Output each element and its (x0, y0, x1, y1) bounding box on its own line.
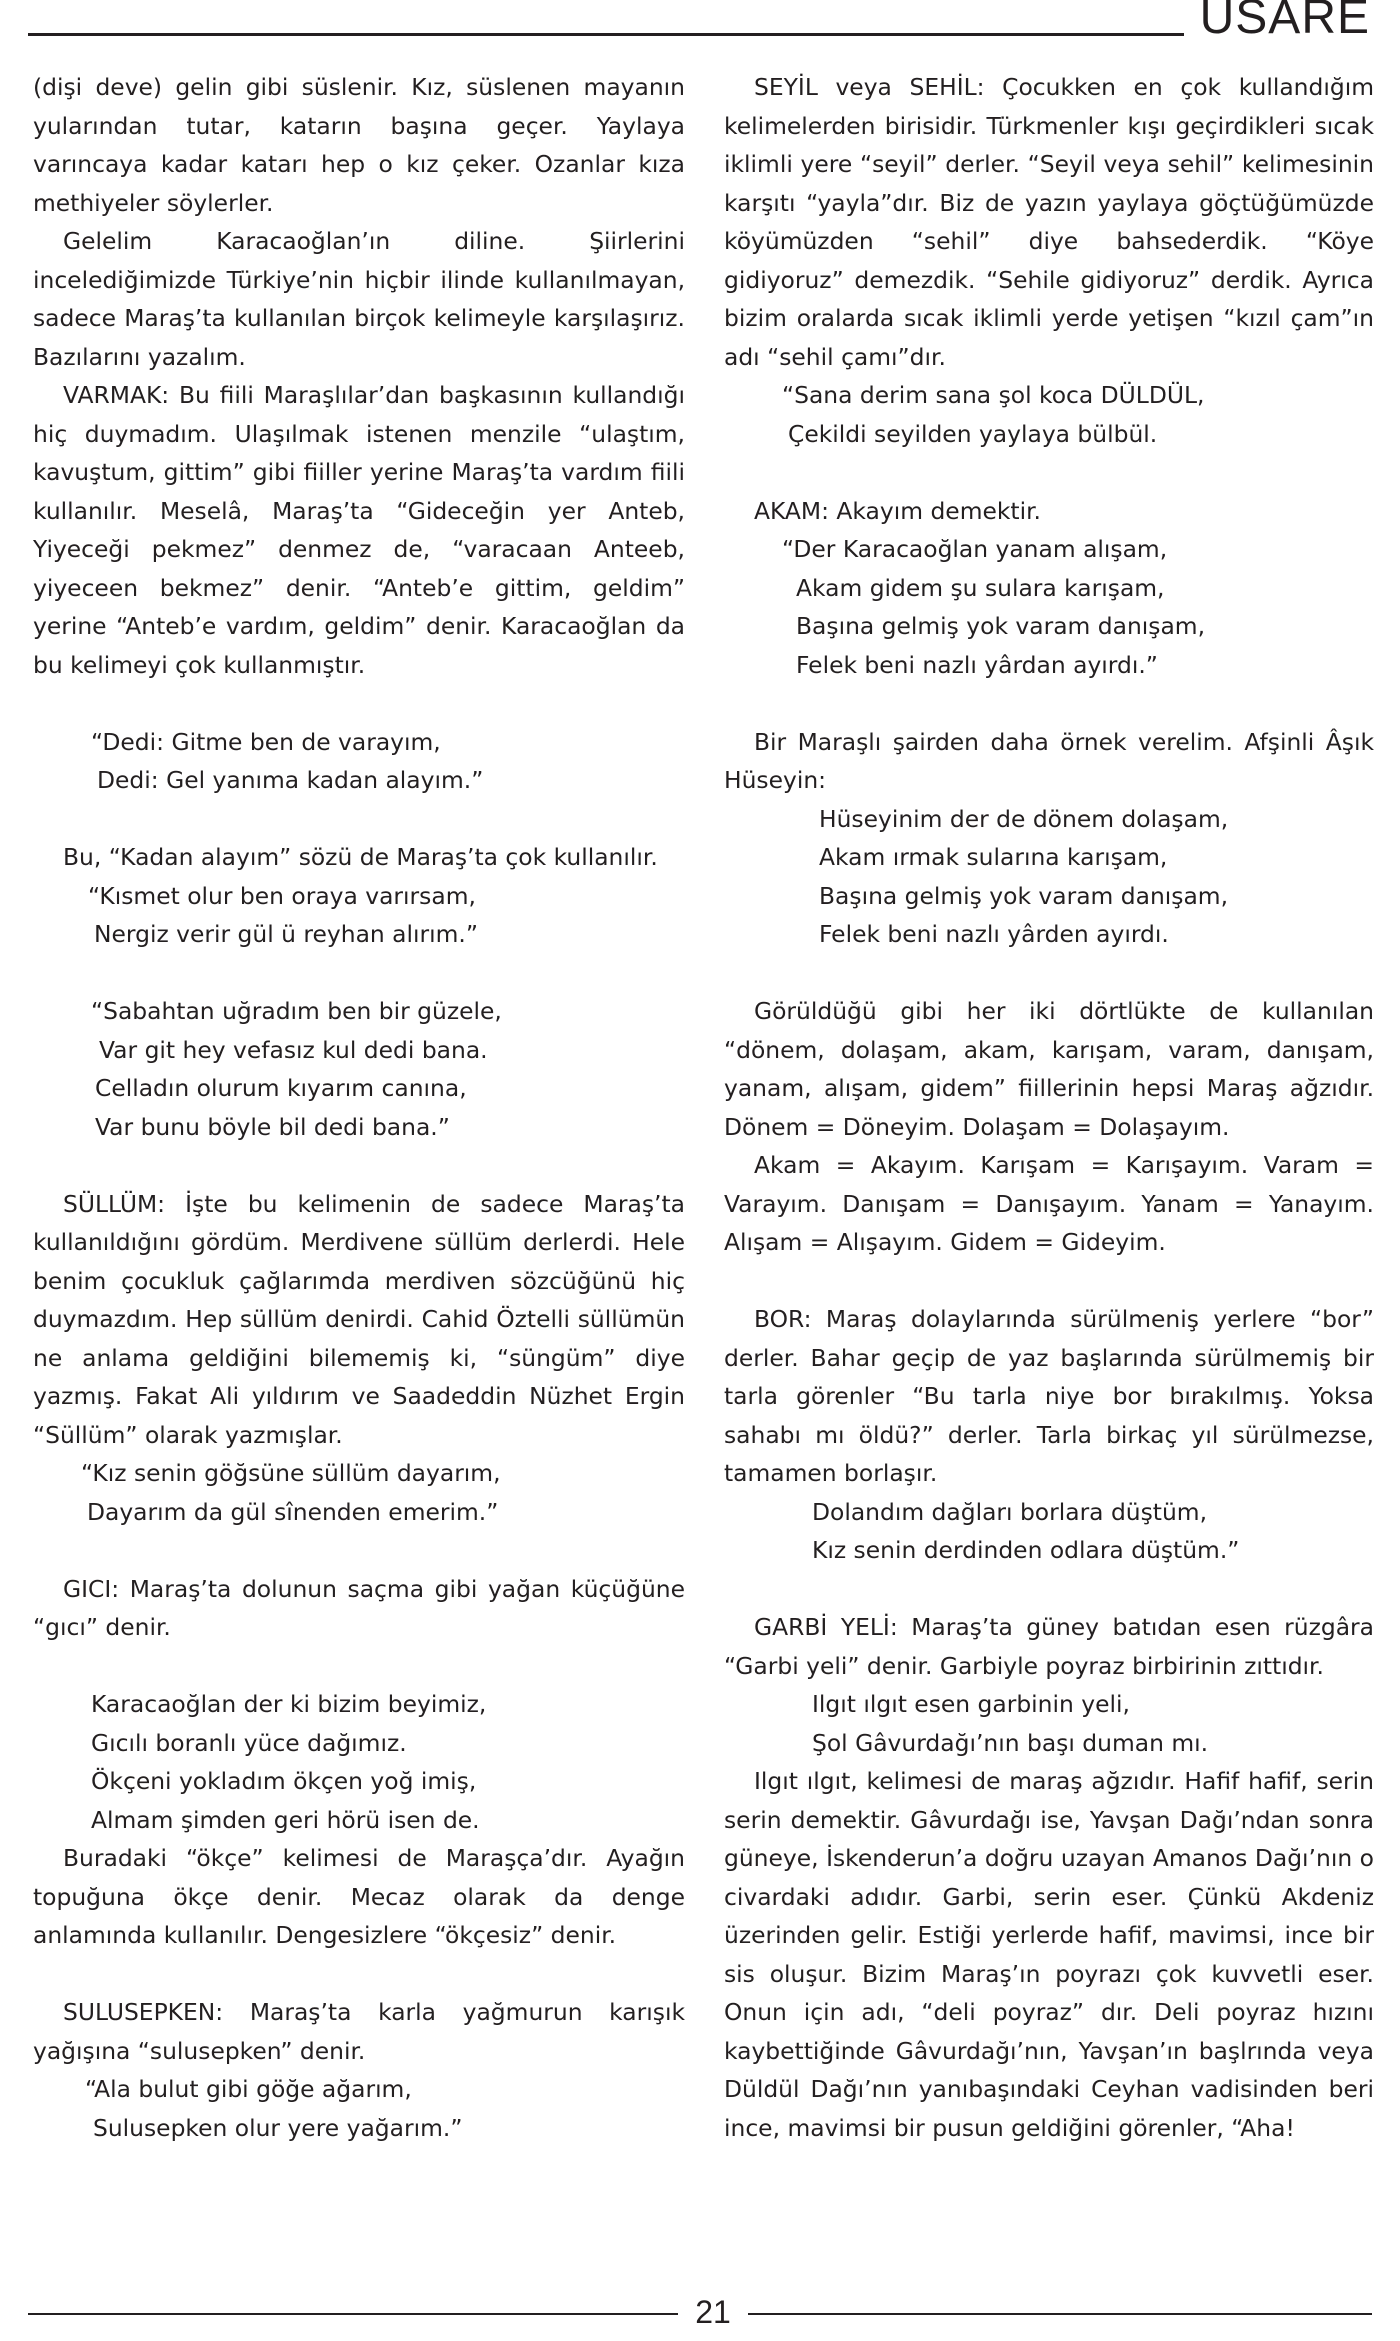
verse (724, 1493, 1374, 1570)
paragraph: Buradaki “ökçe” kelimesi de Maraşça’dır. Ayağın topuğuna ökçe denir. Mecaz olarak da denge anlamında kullanılır. Dengesizlere “ökçesiz” denir. (33, 1844, 685, 1949)
verse-line: Var git hey vefasız kul dedi bana. (99, 1035, 488, 1064)
verse-line: Hüseyinim der de dönem dolaşam, (819, 804, 1229, 833)
header-rule (28, 33, 1184, 36)
paragraph-akam: AKAM: Akayım demektir. (754, 496, 1041, 525)
verse-line: Felek beni nazlı yârden ayırdı. (819, 920, 1169, 948)
verse (33, 992, 685, 1146)
verse-line: Akam gidem şu sulara karışam, (796, 573, 1165, 602)
verse (33, 2070, 685, 2147)
verse-line: Dedi: Gel yanıma kadan alayım.” (97, 766, 484, 794)
verse-line: “Sabahtan uğradım ben bir güzele, (91, 997, 502, 1025)
verse-line: Başına gelmiş yok varam danışam, (819, 881, 1229, 910)
paragraph: Bir Maraşlı şairden daha örnek verelim. Afşinli Âşık Hüseyin: (724, 727, 1374, 794)
paragraph: Gelelim Karacaoğlan’ın diline. Şiirlerini incelediğimizde Türkiye’nin hiçbir ilinde kullanılmayan, sadece Maraş’ta kullanılan birçok kelimeyle karşılaşırız. Bazılarını yazalım. (33, 227, 685, 371)
verse-line: Felek beni nazlı yârdan ayırdı.” (796, 650, 1158, 679)
paragraph-sulusepken: SULUSEPKEN: Maraş’ta karla yağmurun karışık yağışına “sulusepken” denir. (33, 1998, 685, 2065)
verse-line: Kız senin derdinden odlara düştüm.” (812, 1536, 1240, 1564)
verse-line: Çekildi seyilden yaylaya bülbül. (788, 419, 1158, 448)
paragraph-sullum: SÜLLÜM: İşte bu kelimenin de sadece Maraş’ta kullanıldığını gördüm. Merdivene süllüm derlerdi. Hele benim çocukluk çağlarımda merdiven sözcüğünü hiç duymazdım. Hep süllüm denirdi. Cahid Öztelli süllümün ne anlama geldiğini bilememiş ki, “süngüm” diye yazmış. Fakat Ali yıldırım ve Saadeddin Nüzhet Ergin “Süllüm” olarak yazmışlar. (33, 1189, 685, 1449)
verse-line: Akam ırmak sularına karışam, (819, 843, 1168, 871)
verse-line: Dayarım da gül sînenden emerim.” (87, 1497, 499, 1526)
paragraph: (dişi deve) gelin gibi süslenir. Kız, süslenen mayanın yularından tutar, katarın başına geçer. Yaylaya varıncaya kadar katarı hep o kız çeker. Ozanlar kıza methiyeler söylerler. (33, 73, 685, 217)
verse-line: Başına gelmiş yok varam danışam, (796, 612, 1206, 640)
verse-line: Karacaoğlan der ki bizim beyimiz, (91, 1690, 487, 1718)
verse (724, 376, 1374, 453)
verse-line: “Sana derim sana şol koca DÜLDÜL, (782, 381, 1205, 409)
verse-line: “Der Karacaoğlan yanam alışam, (782, 535, 1168, 563)
verse (724, 800, 1374, 954)
verse-line: Şol Gâvurdağı’nın başı duman mı. (812, 1728, 1209, 1757)
page-number: 21 (695, 2294, 731, 2330)
verse-line: “Kısmet olur ben oraya varırsam, (88, 881, 476, 910)
verse-line: “Ala bulut gibi göğe ağarım, (85, 2075, 412, 2103)
paragraph: Akam = Akayım. Karışam = Karışayım. Varam = Varayım. Danışam = Danışayım. Yanam = Yanayım. Alışam = Alışayım. Gidem = Gideyim. (724, 1151, 1374, 1256)
verse-line: Dolandım dağları borlara düştüm, (812, 1497, 1208, 1526)
paragraph-seyil: SEYİL veya SEHİL: Çocukken en çok kullandığım kelimelerden birisidir. Türkmenler kışı geçirdikleri sıcak iklimli yere “seyil” derler. “Seyil veya sehil” kelimesinin karşıtı “yayla”dır. Biz de yazın yaylaya göçtüğümüzde köyümüzden “sehil” diye bahsederdik. “Köye gidiyoruz” demezdik. “Sehile gidiyoruz” derdik. Ayrıca bizim oralarda sıcak iklimli yerde yetişen “kızıl çam”ın adı “sehil çamı”dır. (724, 73, 1374, 371)
verse-line: Gıcılı boranlı yüce dağımız. (91, 1728, 407, 1757)
verse-line: “Kız senin göğsüne süllüm dayarım, (81, 1459, 501, 1487)
paragraph-garbi-yeli: GARBİ YELİ: Maraş’ta güney batıdan esen rüzgâra “Garbi yeli” denir. Garbiyle poyraz birbirinin zıttıdır. (724, 1613, 1374, 1680)
paragraph: Bu, “Kadan alayım” sözü de Maraş’ta çok kullanılır. (63, 843, 658, 871)
verse (724, 1685, 1374, 1762)
paragraph-bor: BOR: Maraş dolaylarında sürülmeniş yerlere “bor” derler. Bahar geçip de yaz başlarında sürülmemiş bir tarla görenler “Bu tarla niye bor bırakılmış. Yoksa sahabı mı öldü?” derler. Tarla birkaç yıl sürülmezse, tamamen borlaşır. (724, 1305, 1374, 1487)
footer-rule-left (28, 2313, 678, 2315)
verse-line: Var bunu böyle bil dedi bana.” (95, 1112, 450, 1141)
verse-line: Nergiz verir gül ü reyhan alırım.” (94, 920, 478, 948)
verse-line: “Dedi: Gitme ben de varayım, (91, 727, 441, 756)
verse-line: Sulusepken olur yere yağarım.” (93, 2113, 463, 2142)
verse (724, 530, 1374, 684)
verse-line: Celladın olurum kıyarım canına, (95, 1074, 467, 1102)
verse (33, 1685, 685, 1839)
verse (33, 877, 685, 954)
verse-line: Ilgıt ılgıt esen garbinin yeli, (812, 1690, 1130, 1718)
paragraph-gici: GICI: Maraş’ta dolunun saçma gibi yağan küçüğüne “gıcı” denir. (33, 1574, 685, 1641)
right-column (724, 68, 1374, 2147)
paragraph: Görüldüğü gibi her iki dörtlükte de kullanılan “dönem, dolaşam, akam, karışam, varam, danışam, yanam, alışam, gidem” fiillerinin hepsi Maraş ağzıdır. Dönem = Döneyim. Dolaşam = Dolaşayım. (724, 997, 1374, 1141)
verse-line: Ökçeni yokladım ökçen yoğ imiş, (91, 1767, 477, 1795)
magazine-title: USARE (1199, 0, 1370, 44)
paragraph: Ilgıt ılgıt, kelimesi de maraş ağzıdır. Hafif hafif, serin serin demektir. Gâvurdağı ise, Yavşan Dağı’ndan sonra güneye, İskenderun’a doğru uzayan Amanos Dağı’nın o civardaki adıdır. Garbi, serin eser. Çünkü Akdeniz üzerinden gelir. Estiği yerlerde hafif, mavimsi, ince bir sis oluşur. Bizim Maraş’ın poyrazı çok kuvvetli eser. Onun için adı, “deli poyraz” dır. Deli poyraz hızını kaybettiğinde Gâvurdağı’nın, Yavşan’ın başlrında veya Düldül Dağı’nın yanıbaşındaki Ceyhan vadisinden beri ince, mavimsi bir pusun geldiğini görenler, “Aha! (724, 1767, 1374, 2142)
verse (33, 1454, 685, 1531)
left-column (33, 68, 685, 2147)
verse (33, 723, 685, 800)
footer-rule-right (748, 2313, 1372, 2315)
verse-line: Almam şimden geri hörü isen de. (91, 1805, 480, 1834)
paragraph-varmak: VARMAK: Bu fiili Maraşlılar’dan başkasının kullandığı hiç duymadım. Ulaşılmak istenen menzile “ulaştım, kavuştum, gittim” gibi fiiller yerine Maraş’ta vardım fiili kullanılır. Meselâ, Maraş’ta “Gideceğin yer Anteb, Yiyeceği pekmez” denmez de, “varacaan Anteeb, yiyeceen bekmez” denir. “Anteb’e gittim, geldim” yerine “Anteb’e vardım, geldim” denir. Karacaoğlan da bu kelimeyi çok kullanmıştır. (33, 381, 685, 679)
